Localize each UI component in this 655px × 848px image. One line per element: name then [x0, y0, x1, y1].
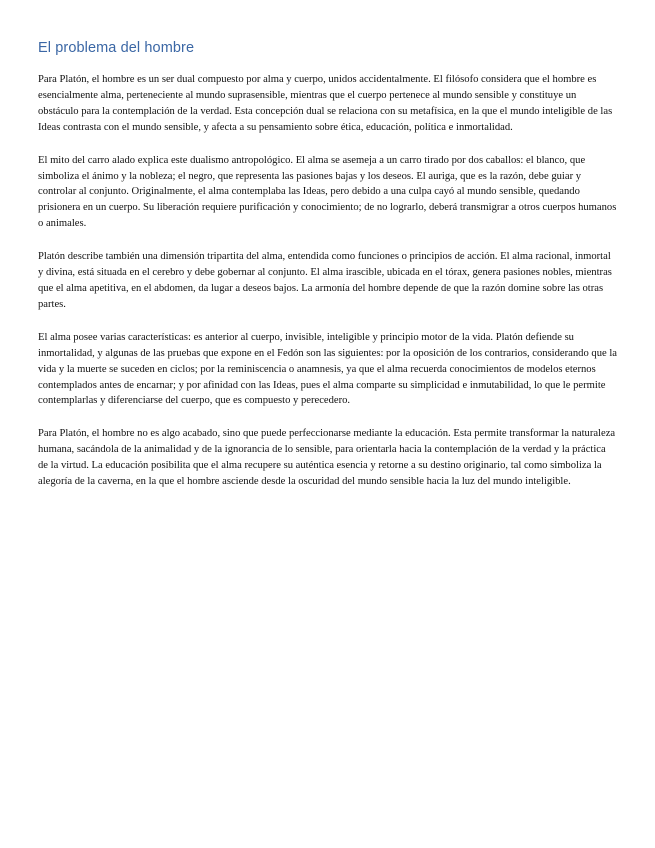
paragraph-education: Para Platón, el hombre no es algo acabado, sino que puede perfeccionarse mediante la educación. Esta permite transformar la naturaleza humana, sacándola de la animalidad y de la ignorancia de lo sensible, para orientarla hacia la contemplación de la verdad y la práctica de la virtud. La educación posibilita que el alma recupere su auténtica esencia y retorne a su destino originario, tal como simboliza la alegoría de la caverna, en la que el hombre asciende desde la oscuridad del mundo sensible hacia la luz del mundo inteligible.: [38, 428, 616, 488]
paragraph-soul-characteristics: El alma posee varias características: es anterior al cuerpo, invisible, inteligible y principio motor de la vida. Platón defiende su inmortalidad, y algunas de las pruebas que expone en el Fedón son las siguientes: por la oposición de los contrarios, considerando que la vida y la muerte se suceden en ciclos; por la reminiscencia o anamnesis, ya que el alma recuerda conocimientos de modelos eternos contemplados antes de encarnar; y por afinidad con las Ideas, pues el alma comparte su simplicidad e inmutabilidad, lo que le permite contemplarlas y diferenciarse del cuerpo, que es compuesto y perecedero.: [38, 331, 617, 407]
paragraph-winged-chariot: El mito del carro alado explica este dualismo antropológico. El alma se asemeja a un carro tirado por dos caballos: el blanco, que simboliza el ánimo y la nobleza; el negro, que representa las pasiones bajas y los deseos. El auriga, que es la razón, debe guiar y controlar al conjunto. Originalmente, el alma contemplaba las Ideas, pero debido a una culpa cayó al mundo sensible, quedando prisionera en un cuerpo. Su liberación requiere purificación y conocimiento; de no lograrlo, deberá transmigrar a otros cuerpos humanos o animales.: [38, 154, 617, 230]
document-title: El problema del hombre: [38, 40, 195, 56]
paragraph-tripartite-soul: Platón describe también una dimensión tripartita del alma, entendida como funciones o principios de acción. El alma racional, inmortal y divina, está situada en el cerebro y debe gobernar al conjunto. El alma irascible, ubicada en el tórax, genera pasiones nobles, mientras que el alma apetitiva, en el abdomen, da lugar a deseos bajos. La armonía del hombre depende de que la razón domine sobre las otras partes.: [38, 251, 612, 310]
document-page: [38, 40, 618, 507]
paragraph-dualism: Para Platón, el hombre es un ser dual compuesto por alma y cuerpo, unidos accidentalmente. El filósofo considera que el hombre es esencialmente alma, perteneciente al mundo suprasensible, mientras que el cuerpo pertenece al mundo sensible y constituye un obstáculo para la contemplación de la verdad. Esta concepción dual se relaciona con su metafísica, en la que el mundo inteligible de las Ideas contrasta con el mundo sensible, y afecta a su pensamiento sobre ética, educación, política e inmortalidad.: [38, 74, 613, 133]
